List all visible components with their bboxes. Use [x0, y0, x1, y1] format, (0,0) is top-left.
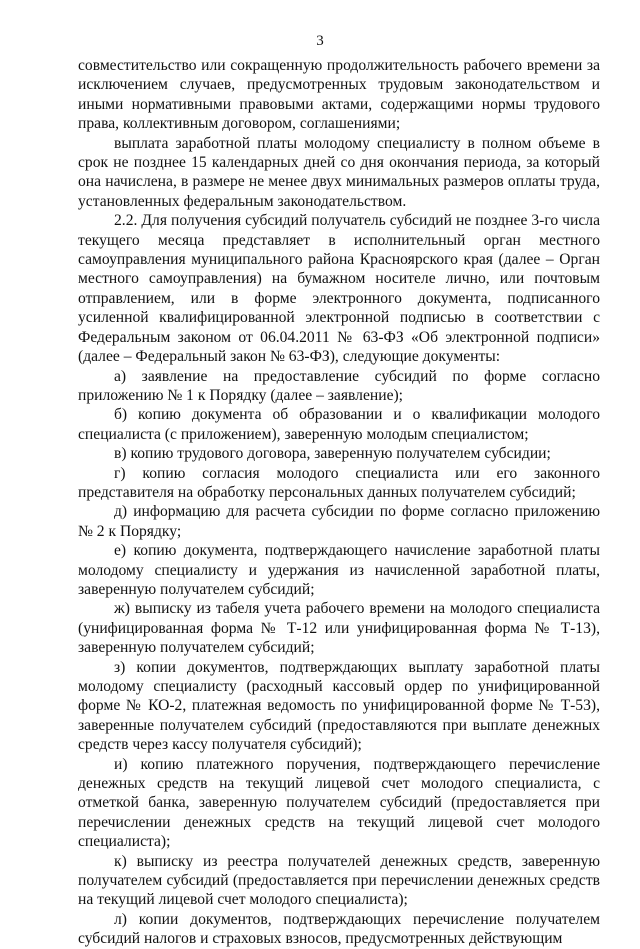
paragraph-section-2-2: 2.2. Для получения субсидий получатель субсидий не позднее 3-го числа текущего месяца представляет в исполнительный орган местного самоуправления муниципального района Красноярского края (далее – Орган местного самоуправления) на бумажном носителе лично, или почтовым отправлением, или в форме электронного документа, подписанного усиленной квалифицированной электронной подписью в соответствии с Федеральным законом от 06.04.2011 № 63-ФЗ «Об электронной подписи» (далее – Федеральный закон № 63-ФЗ), следующие документы: [78, 212, 600, 366]
list-item-v: в) копию трудового договора, заверенную получателем субсидии; [114, 445, 551, 463]
list-item-a: а) заявление на предоставление субсидий по форме согласно приложению № 1 к Порядку (далее – заявление); [78, 367, 600, 404]
list-item-zh: ж) выписку из табеля учета рабочего времени на молодого специалиста (унифицированная форма № Т-12 или унифицированная форма № Т-13), заверенную получателем субсидий; [78, 600, 600, 657]
list-item-b: б) копию документа об образовании и о квалификации молодого специалиста (с приложением), заверенную молодым специалистом; [78, 406, 600, 443]
list-item-g: г) копию согласия молодого специалиста или его законного представителя на обработку персональных данных получателем субсидий; [78, 464, 600, 501]
page-number: 3 [316, 33, 324, 49]
list-item-e: е) копию документа, подтверждающего начисление заработной платы молодому специалисту и удержания из начисленной заработной платы, заверенную получателем субсидий; [78, 542, 600, 598]
list-item-d: д) информацию для расчета субсидии по форме согласно приложению № 2 к Порядку; [78, 503, 600, 540]
list-item-i: и) копию платежного поручения, подтверждающего перечисление денежных средств на текущий лицевой счет молодого специалиста, с отметкой банка, заверенную получателем субсидий (предоставляется при перечислении денежных средств на текущий лицевой счет молодого специалиста); [78, 755, 600, 851]
list-item-l: л) копии документов, подтверждающих перечисление получателем субсидий налогов и страховых взносов, предусмотренных действующим [78, 910, 600, 948]
paragraph-salary-payment: выплата заработной платы молодому специалисту в полном объеме в срок не позднее 15 календарных дней со дня окончания периода, за который она начислена, в размере не менее двух минимальных размеров оплаты труда, установленных федеральным законодательством. [78, 134, 600, 210]
paragraph-continuation: совместительство или сокращенную продолжительность рабочего времени за исключением случаев, предусмотренных трудовым законодательством и иными нормативными правовыми актами, содержащими нормы трудового права, коллективным договором, соглашениями; [78, 57, 600, 133]
list-item-k: к) выписку из реестра получателей денежных средств, заверенную получателем субсидий (предоставляется при перечислении денежных средств на текущий лицевой счет молодого специалиста); [78, 852, 600, 909]
list-item-z: з) копии документов, подтверждающих выплату заработной платы молодому специалисту (расходный кассовый ордер по унифицированной форме № КО-2, платежная ведомость по унифицированной форме № Т-53), заверенные получателем субсидий (предоставляются при выплате денежных средств через кассу получателя субсидий); [78, 658, 600, 754]
document-body [78, 56, 600, 949]
